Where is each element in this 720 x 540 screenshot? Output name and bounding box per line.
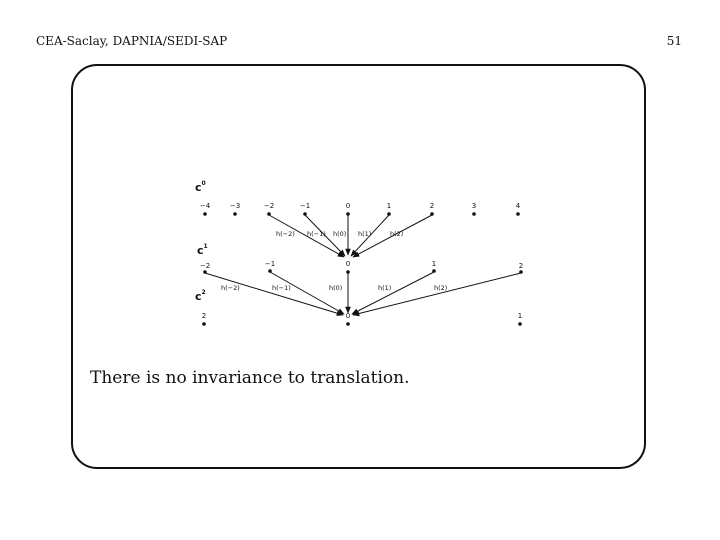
filter-coef-label: h(−1) xyxy=(272,284,291,292)
slide-caption: There is no invariance to translation. xyxy=(90,368,410,388)
row1-tick-label: 0 xyxy=(345,260,351,268)
row0-tick-label: −1 xyxy=(299,202,311,210)
row1-tick-label: 2 xyxy=(518,262,524,270)
row0-tick-label: 2 xyxy=(429,202,435,210)
filter-coef-label: h(1) xyxy=(358,230,372,238)
row1-tick-label: −1 xyxy=(264,260,276,268)
page-number: 51 xyxy=(666,34,682,48)
row1-tick-label: 1 xyxy=(431,260,437,268)
row0-tick-label: 3 xyxy=(471,202,477,210)
row0-tick-label: −3 xyxy=(229,202,241,210)
row0-tick-label: 0 xyxy=(345,202,351,210)
row0-tick-label: 1 xyxy=(386,202,392,210)
filter-coef-label: h(−2) xyxy=(221,284,240,292)
row0-tick-label: −4 xyxy=(199,202,211,210)
row1-tick-label: −2 xyxy=(199,262,211,270)
row2-tick-label: 2 xyxy=(201,312,207,320)
filter-coef-label: h(−1) xyxy=(307,230,326,238)
filter-coef-label: h(2) xyxy=(434,284,448,292)
filter-coef-label: h(2) xyxy=(390,230,404,238)
level-label-c1: $c^1$ xyxy=(197,243,208,257)
filter-coef-label: h(−2) xyxy=(276,230,295,238)
row1-nodes xyxy=(203,269,523,274)
level-label-c0: $c^0$ xyxy=(195,180,206,194)
row2-nodes xyxy=(202,322,522,326)
header-title: CEA-Saclay, DAPNIA/SEDI-SAP xyxy=(36,34,228,48)
row0-tick-label: −2 xyxy=(263,202,275,210)
row2-tick-label: 0 xyxy=(345,312,351,320)
row1-to-row2-arrows xyxy=(205,272,521,315)
level-label-c2: $c^2$ xyxy=(195,289,206,303)
filter-coef-label: h(0) xyxy=(329,284,343,292)
row2-tick-label: 1 xyxy=(517,312,523,320)
filter-coef-label: h(0) xyxy=(333,230,347,238)
row0-nodes xyxy=(203,212,520,216)
filter-coef-label: h(1) xyxy=(378,284,392,292)
row0-tick-label: 4 xyxy=(515,202,521,210)
